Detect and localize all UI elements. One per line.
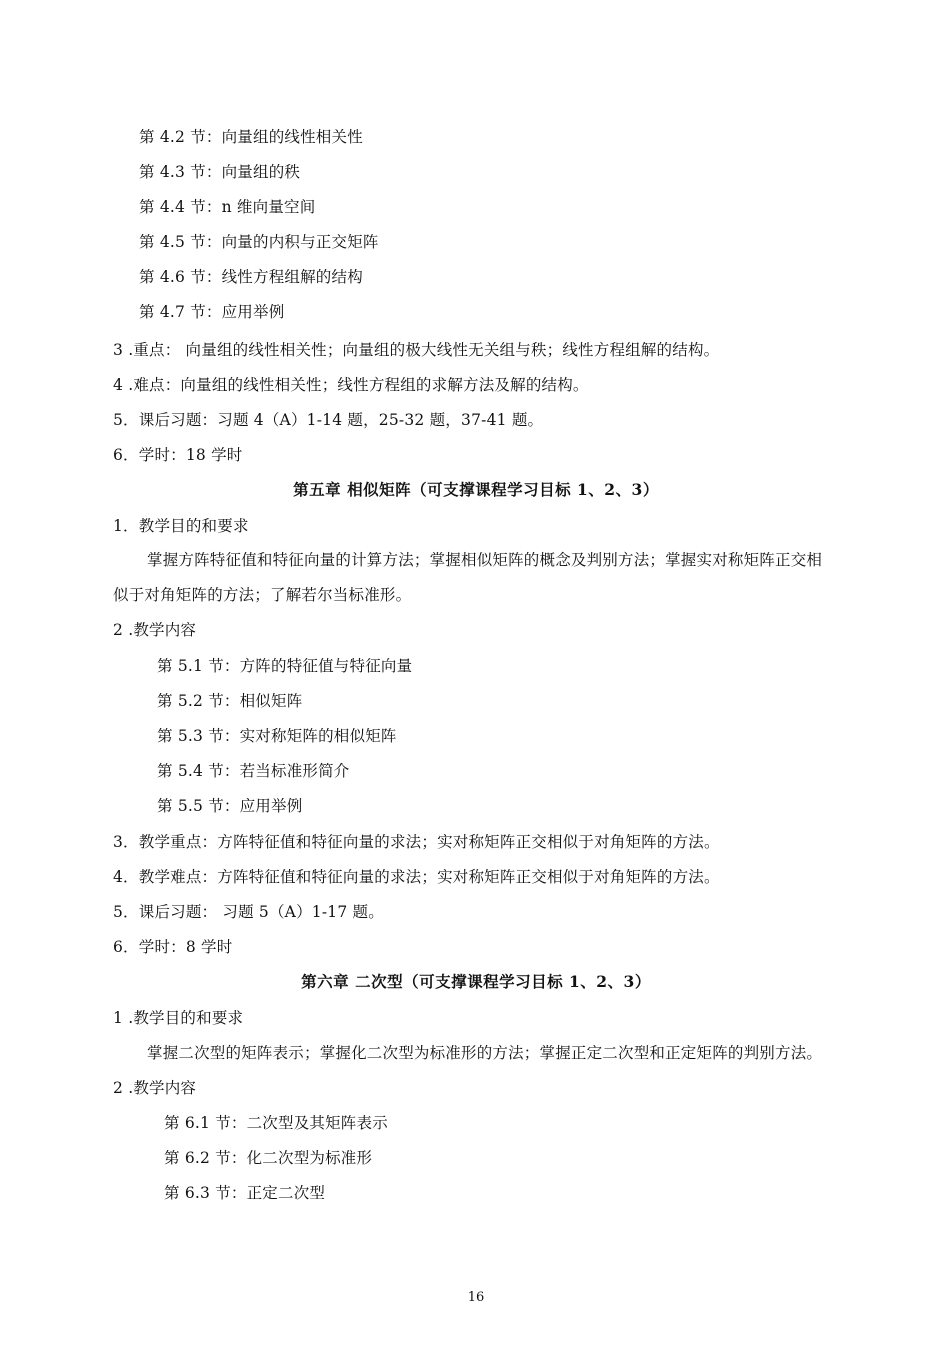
section-4-5: 第 4.5 节：向量的内积与正交矩阵	[139, 233, 379, 251]
section-5-5: 第 5.5 节：应用举例	[157, 797, 303, 815]
section-4-2: 第 4.2 节：向量组的线性相关性	[139, 128, 363, 146]
ch5-aim-text-line-2: 似于对角矩阵的方法；了解若尔当标准形。	[113, 586, 412, 604]
ch6-aim-label: 1 .教学目的和要求	[113, 1009, 244, 1027]
section-5-1: 第 5.1 节：方阵的特征值与特征向量	[157, 657, 413, 675]
page-number: 16	[467, 1290, 485, 1305]
chapter-6-title: 第六章 二次型（可支撑课程学习目标 1、2、3）	[301, 972, 651, 991]
ch5-content-label: 2 .教学内容	[113, 621, 197, 639]
section-4-3: 第 4.3 节：向量组的秩	[139, 163, 301, 181]
ch6-content-label: 2 .教学内容	[113, 1079, 197, 1097]
ch4-key-points: 3 .重点： 向量组的线性相关性；向量组的极大线性无关组与秩；线性方程组解的结构。	[113, 341, 720, 359]
section-4-4: 第 4.4 节：n 维向量空间	[139, 198, 316, 216]
ch4-difficulties: 4 .难点：向量组的线性相关性；线性方程组的求解方法及解的结构。	[113, 376, 589, 394]
chapter-5-title: 第五章 相似矩阵（可支撑课程学习目标 1、2、3）	[293, 480, 659, 499]
ch5-hours: 6．学时：8 学时	[113, 938, 233, 956]
ch4-homework: 5．课后习题：习题 4（A）1-14 题，25-32 题，37-41 题。	[113, 411, 544, 429]
ch5-homework: 5．课后习题： 习题 5（A）1-17 题。	[113, 903, 384, 921]
section-4-7: 第 4.7 节：应用举例	[139, 303, 285, 321]
section-5-2: 第 5.2 节：相似矩阵	[157, 692, 303, 710]
ch6-aim-text: 掌握二次型的矩阵表示；掌握化二次型为标准形的方法；掌握正定二次型和正定矩阵的判别方法。	[147, 1044, 823, 1062]
section-6-3: 第 6.3 节：正定二次型	[164, 1184, 326, 1202]
ch4-hours: 6．学时：18 学时	[113, 446, 243, 464]
ch5-key-points: 3．教学重点：方阵特征值和特征向量的求法；实对称矩阵正交相似于对角矩阵的方法。	[113, 833, 720, 851]
section-6-1: 第 6.1 节：二次型及其矩阵表示	[164, 1114, 388, 1132]
section-5-4: 第 5.4 节：若当标准形简介	[157, 762, 350, 780]
ch5-aim-text-line-1: 掌握方阵特征值和特征向量的计算方法；掌握相似矩阵的概念及判别方法；掌握实对称矩阵正交相	[147, 551, 823, 569]
section-5-3: 第 5.3 节：实对称矩阵的相似矩阵	[157, 727, 397, 745]
section-6-2: 第 6.2 节：化二次型为标准形	[164, 1149, 373, 1167]
ch5-aim-label: 1．教学目的和要求	[113, 517, 249, 535]
section-4-6: 第 4.6 节：线性方程组解的结构	[139, 268, 363, 286]
ch5-difficulties: 4．教学难点：方阵特征值和特征向量的求法；实对称矩阵正交相似于对角矩阵的方法。	[113, 868, 720, 886]
